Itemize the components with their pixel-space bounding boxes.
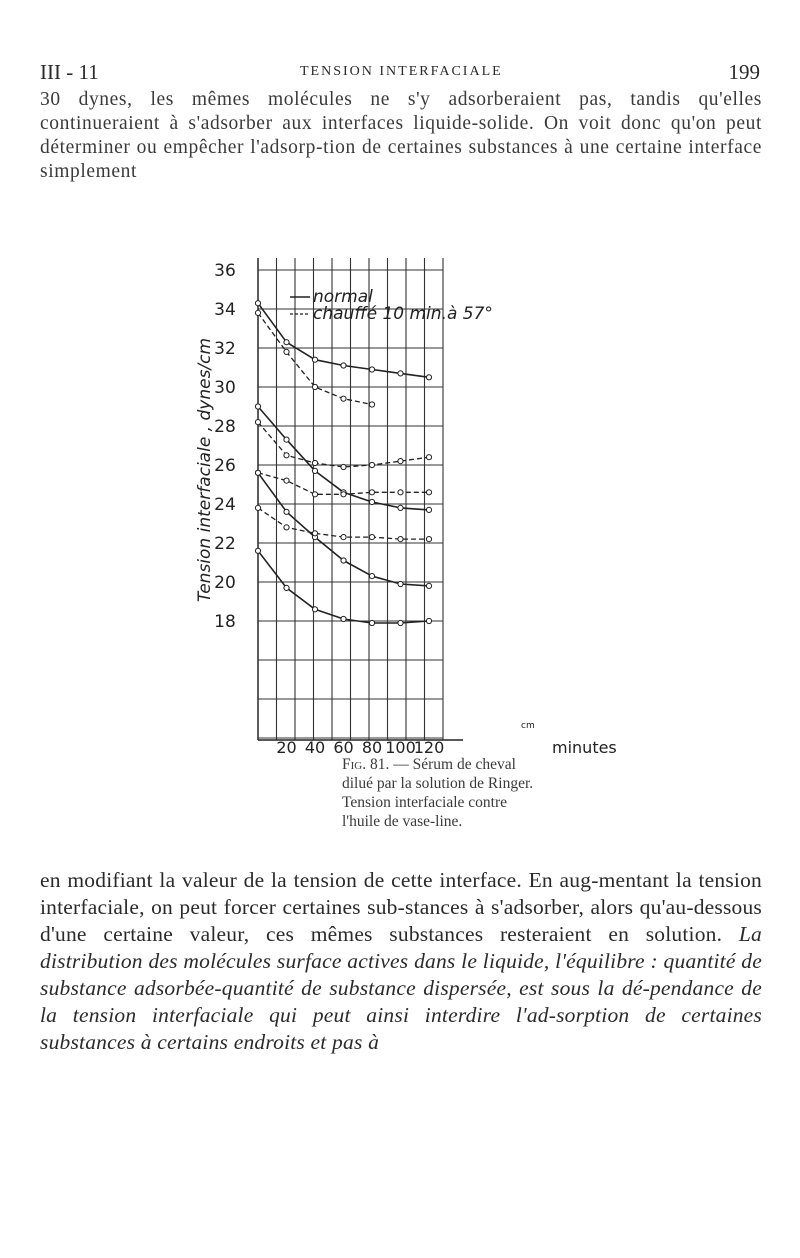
data-point <box>426 583 431 588</box>
y-tick-label: 20 <box>214 573 236 593</box>
y-tick-label: 36 <box>214 261 236 281</box>
data-point <box>255 310 260 315</box>
y-tick-label: 30 <box>214 378 236 398</box>
corner-mark: cm <box>521 721 535 731</box>
y-tick-label: 26 <box>214 456 236 476</box>
data-point <box>284 437 289 442</box>
data-point <box>369 367 374 372</box>
data-point <box>284 349 289 354</box>
x-tick-label: 40 <box>304 738 326 757</box>
data-point <box>426 455 431 460</box>
data-point <box>284 525 289 530</box>
x-tick-label: 80 <box>361 738 383 757</box>
data-point <box>369 402 374 407</box>
data-point <box>312 468 317 473</box>
data-point <box>284 509 289 514</box>
data-point <box>284 453 289 458</box>
page-number: 199 <box>728 60 760 84</box>
data-point <box>341 396 346 401</box>
data-point <box>312 384 317 389</box>
data-point <box>255 505 260 510</box>
data-point <box>398 581 403 586</box>
x-tick-label: 20 <box>276 738 297 757</box>
y-tick-label: 22 <box>214 534 236 554</box>
data-point <box>312 357 317 362</box>
data-point <box>341 558 346 563</box>
data-point <box>398 490 403 495</box>
y-tick-label: 32 <box>214 339 236 359</box>
data-point <box>312 492 317 497</box>
chart-series <box>255 301 431 626</box>
data-point <box>426 490 431 495</box>
data-point <box>398 371 403 376</box>
chart-grid <box>258 258 463 740</box>
data-point <box>398 620 403 625</box>
chapter-number: III - 11 <box>40 60 99 84</box>
paragraph-bottom-run: en modifiant la valeur de la tension de cette interface. En aug-menta <box>40 868 653 892</box>
data-point <box>284 340 289 345</box>
running-title: TENSION INTERFACIALE <box>300 64 503 79</box>
data-point <box>255 404 260 409</box>
data-point <box>341 464 346 469</box>
caption-figure-number: Fig. 81. <box>342 756 390 773</box>
data-point <box>255 548 260 553</box>
data-point <box>284 585 289 590</box>
paragraph-bottom-run-italic: La distribution des molécules surface actives dans le liquide, l'équilibre : quantité de substance adsorbée-quantité de substance dispersée, est sous la dé-pendance de la tension interfaciale qui peut ainsi interdire l'ad-sorption de certaines substances à certains endroits et pas à <box>40 922 762 1054</box>
y-axis-label: Tension interfaciale , dynes/cm <box>195 337 215 603</box>
data-point <box>284 478 289 483</box>
data-point <box>426 537 431 542</box>
caption-text: — Sérum de cheval dilué par la solution de Ringer. Tension interfaciale contre l'huile de vase-line. <box>342 756 534 830</box>
data-point <box>312 531 317 536</box>
data-point <box>369 535 374 540</box>
x-tick-label: 60 <box>333 738 354 757</box>
paragraph-bottom <box>40 867 762 1056</box>
y-tick-label: 18 <box>214 612 236 632</box>
legend-dashed-label: chauffé 10 min.à 57° <box>313 304 493 324</box>
data-point <box>398 537 403 542</box>
data-point <box>255 420 260 425</box>
paragraph-bottom-run: nt la tension interfaciale, on peut forcer certaines sub-stances à s'adsorber, alors qu'au-dessous d'une certaine valeur, ces mêmes substances resteraient en solution. <box>40 868 763 946</box>
paragraph-top: 30 dynes, les mêmes molécules ne s'y adsorberaient pas, tandis qu'elles continueraient à s'adsorber aux interfaces liquide-solide. On voit donc qu'on peut déterminer ou empêcher l'adsorp-tion de certaines substances à une certaine interface simplement <box>40 89 762 182</box>
data-point <box>398 459 403 464</box>
data-point <box>255 301 260 306</box>
legend-solid-label: normal <box>313 287 373 307</box>
y-tick-label: 24 <box>214 495 236 515</box>
data-point <box>426 375 431 380</box>
x-tick-label: 100 <box>385 738 416 757</box>
data-point <box>341 616 346 621</box>
data-point <box>341 535 346 540</box>
data-point <box>426 507 431 512</box>
data-point <box>369 462 374 467</box>
data-point <box>398 505 403 510</box>
data-point <box>341 363 346 368</box>
data-point <box>369 574 374 579</box>
x-tick-label: 120 <box>413 738 445 757</box>
y-tick-label: 34 <box>214 300 236 320</box>
data-point <box>341 492 346 497</box>
data-point <box>312 607 317 612</box>
data-point <box>369 490 374 495</box>
data-point <box>426 618 431 623</box>
figure-caption <box>342 755 542 831</box>
data-point <box>312 460 317 465</box>
data-point <box>369 499 374 504</box>
data-point <box>369 620 374 625</box>
data-point <box>255 470 260 475</box>
y-tick-label: 28 <box>214 417 236 437</box>
x-axis-label: minutes <box>552 738 617 757</box>
